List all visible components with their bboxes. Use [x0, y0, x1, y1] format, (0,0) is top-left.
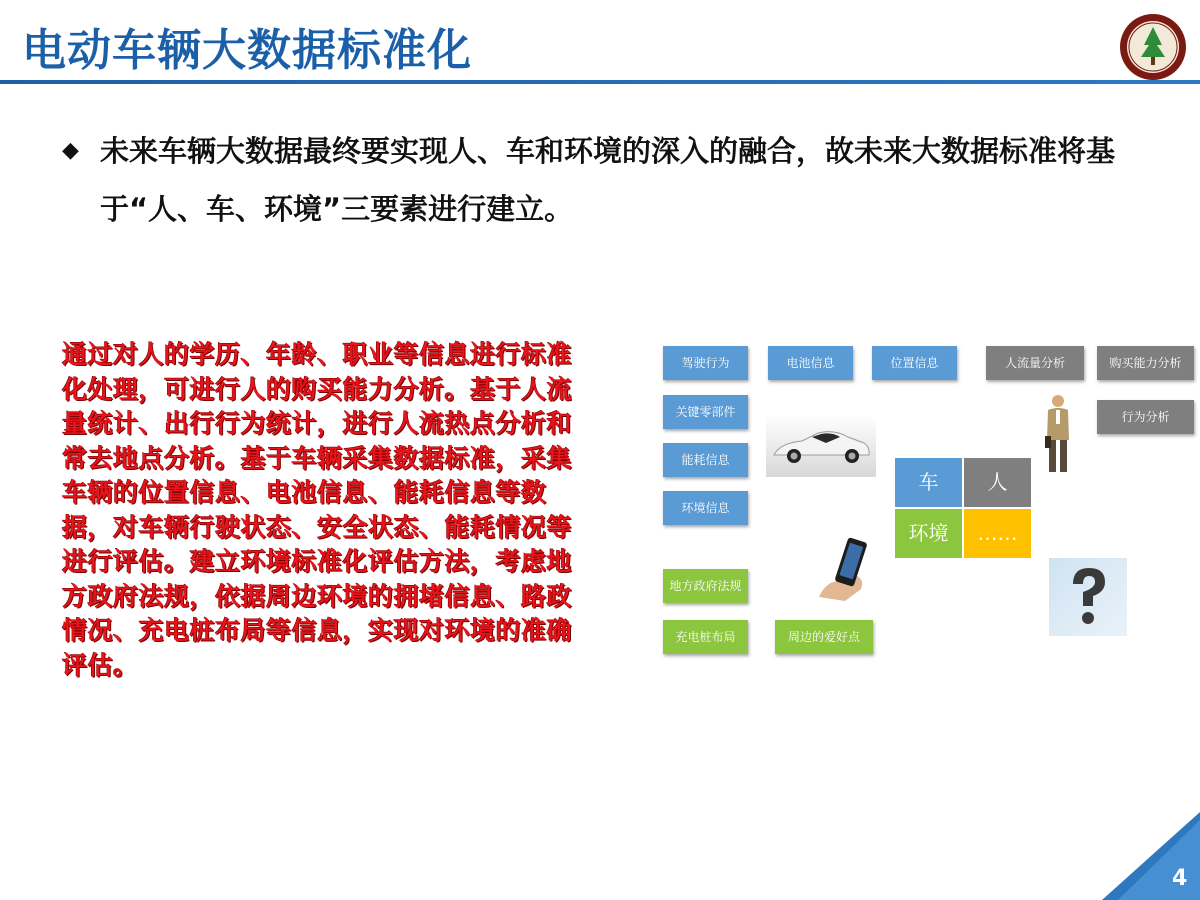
tag-location-info: 位置信息 [872, 346, 957, 380]
tag-purchase-power: 购买能力分析 [1097, 346, 1194, 380]
grid-cell-more: …… [964, 509, 1031, 558]
page-number: 4 [1172, 866, 1188, 891]
title-divider [0, 80, 1200, 84]
university-logo [1118, 12, 1188, 82]
tag-environment-info: 环境信息 [663, 491, 748, 525]
tag-surroundings: 周边的爱好点 [775, 620, 873, 654]
bullet-text: 未来车辆大数据最终要实现人、车和环境的深入的融合，故未来大数据标准将基于“人、车、环境”三要素进行建立。 [100, 134, 1116, 226]
question-mark-icon [1049, 558, 1127, 636]
tag-regulations: 地方政府法规 [663, 569, 748, 603]
grid-cell-environment: 环境 [895, 509, 962, 558]
tag-driving-behavior: 驾驶行为 [663, 346, 748, 380]
tag-key-parts: 关键零部件 [663, 395, 748, 429]
grid-cell-person: 人 [964, 458, 1031, 507]
tag-energy-info: 能耗信息 [663, 443, 748, 477]
car-icon [766, 415, 876, 477]
main-bullet [62, 122, 1142, 238]
grid-cell-vehicle: 车 [895, 458, 962, 507]
tag-foot-traffic: 人流量分析 [986, 346, 1084, 380]
smartphone-icon [815, 535, 877, 605]
businessman-icon [1043, 392, 1073, 476]
tag-battery-info: 电池信息 [768, 346, 853, 380]
elements-grid [895, 458, 1031, 558]
diamond-bullet-icon: ◆ [62, 138, 79, 163]
tag-behavior-analysis: 行为分析 [1097, 400, 1194, 434]
slide-title: 电动车辆大数据标准化 [22, 25, 472, 76]
description-paragraph: 通过对人的学历、年龄、职业等信息进行标准化处理，可进行人的购买能力分析。基于人流量统计、出行行为统计，进行人流热点分析和常去地点分析。基于车辆采集数据标准，采集车辆的位置信息、电池信息、能耗信息等数据，对车辆行驶状态、安全状态、能耗情况等进行评估。建立环境标准化评估方法，考虑地方政府法规，依据周边环境的拥堵信息、路政情况、充电桩布局等信息，实现对环境的准确评估。 [62, 340, 573, 680]
tag-charging-layout: 充电桩布局 [663, 620, 748, 654]
